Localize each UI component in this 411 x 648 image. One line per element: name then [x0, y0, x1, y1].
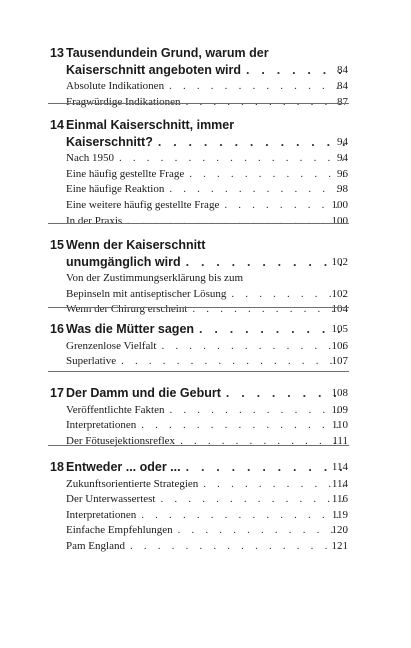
- chapter-number: 14: [50, 118, 64, 132]
- chapter-heading-line: [0, 459, 411, 475]
- toc-entry: [0, 522, 411, 538]
- section-divider: [48, 103, 349, 104]
- toc-entry: [0, 433, 411, 449]
- entry-title: Veröffentlichte Fakten: [66, 403, 165, 416]
- entry-title: Interpretationen: [66, 508, 137, 521]
- dot-leader: [130, 538, 347, 554]
- page-number: 106: [331, 339, 348, 352]
- section-divider: [48, 223, 349, 224]
- toc-entry: [0, 197, 411, 213]
- entry-title: Eine häufige Reaktion: [66, 183, 165, 196]
- entry-title: Wenn der Chirurg erscheint: [66, 303, 188, 316]
- chapter-heading-line: [0, 45, 411, 61]
- toc-entry: [0, 166, 411, 182]
- section-divider: [48, 307, 349, 308]
- page-number: 100: [331, 214, 348, 227]
- page-number: 114: [331, 477, 348, 490]
- page-number: 110: [331, 419, 348, 432]
- entry-title: In der Praxis: [66, 214, 123, 227]
- chapter-number: 17: [50, 386, 64, 400]
- chapter-title: Tausendundein Grund, warum der: [66, 46, 269, 60]
- entry-title: Absolute Indikationen: [66, 80, 165, 93]
- toc-entry: [0, 353, 411, 369]
- toc-entry: [0, 491, 411, 507]
- page-number: 102: [331, 255, 348, 268]
- toc-entry: [0, 338, 411, 354]
- page-number: 102: [331, 287, 348, 300]
- chapter-number: 15: [50, 238, 64, 252]
- entry-title: Grenzenlose Vielfalt: [66, 339, 157, 352]
- entry-title: Fragwürdige Indikationen: [66, 95, 181, 108]
- chapter-title: unumgänglich wird: [66, 254, 181, 269]
- chapter-heading-line: [0, 62, 411, 78]
- toc-entry: [0, 181, 411, 197]
- page-number: 121: [331, 540, 348, 552]
- dot-leader: [121, 353, 347, 369]
- page-number: 100: [331, 199, 348, 211]
- toc-entry: [0, 94, 411, 110]
- section-divider: [48, 371, 349, 372]
- entry-title: Eine weitere häufig gestellte Frage: [66, 199, 220, 211]
- entry-title: Pam England: [66, 540, 125, 552]
- page-number: 111: [332, 434, 348, 447]
- page-number: 98: [337, 183, 348, 196]
- entry-title: Nach 1950: [66, 152, 114, 165]
- page-number: 104: [331, 303, 348, 316]
- toc-entry: [0, 402, 411, 418]
- page-number: 116: [331, 493, 348, 506]
- entry-title: Interpretationen: [66, 419, 137, 432]
- toc-entry-line: [0, 270, 411, 286]
- toc-entry: [0, 150, 411, 166]
- chapter-title: Wenn der Kaiserschnitt: [66, 238, 206, 252]
- chapter-heading-line: [0, 134, 411, 150]
- page-number: 120: [331, 524, 348, 537]
- page-number: 107: [331, 355, 348, 368]
- toc-entry: [0, 417, 411, 433]
- chapter-title: Kaiserschnitt?: [66, 134, 153, 149]
- chapter-number: 18: [50, 460, 64, 474]
- section-divider: [48, 445, 349, 446]
- chapter-heading-line: [0, 321, 411, 337]
- chapter-number: 13: [50, 46, 64, 60]
- page-number: 94: [337, 135, 348, 148]
- chapter-heading-line: [0, 385, 411, 401]
- chapter-title: Entweder ... oder ...: [66, 460, 181, 474]
- toc-entry: [0, 78, 411, 94]
- page-number: 87: [337, 95, 348, 108]
- toc-entry: [0, 213, 411, 229]
- chapter-heading-line: [0, 254, 411, 270]
- chapter-number: 16: [50, 322, 64, 336]
- dot-leader: [127, 213, 347, 229]
- page-number: 119: [331, 508, 348, 521]
- entry-title: Einfache Empfehlungen: [66, 524, 173, 537]
- page-number: 84: [337, 80, 348, 93]
- entry-title: Der Fötusejektionsreflex: [66, 434, 176, 447]
- entry-title: Der Unterwassertest: [66, 493, 156, 506]
- toc-entry-line: [0, 286, 411, 302]
- entry-title: Eine häufig gestellte Frage: [66, 167, 185, 180]
- page-number: 114: [331, 461, 348, 473]
- chapter-heading-line: [0, 237, 411, 253]
- entry-title: Superlative: [66, 355, 117, 368]
- entry-title: Bepinseln mit antiseptischer Lösung: [66, 287, 227, 300]
- chapter-heading-line: [0, 117, 411, 133]
- toc-entry: [0, 476, 411, 492]
- page-number: 108: [331, 387, 348, 399]
- chapter-title: Was die Mütter sagen: [66, 322, 195, 336]
- chapter-title: Einmal Kaiserschnitt, immer: [66, 118, 235, 132]
- toc-entry: [0, 538, 411, 554]
- dot-leader: [119, 150, 347, 166]
- page-number: 96: [337, 167, 348, 180]
- entry-title: Von der Zustimmungserklärung bis zum: [66, 272, 243, 285]
- page-number: 94: [337, 152, 348, 165]
- page-number: 109: [331, 403, 348, 416]
- entry-title: Zukunftsorientierte Strategien: [66, 477, 199, 490]
- page-number: 105: [331, 323, 348, 335]
- dot-leader: [158, 134, 347, 150]
- toc-entry: [0, 507, 411, 523]
- chapter-title: Kaiserschnitt angeboten wird: [66, 62, 242, 77]
- dot-leader: [141, 507, 347, 523]
- dot-leader: [141, 417, 347, 433]
- chapter-title: Der Damm und die Geburt: [66, 386, 221, 400]
- page-number: 84: [337, 63, 348, 76]
- toc-entry: [0, 301, 411, 317]
